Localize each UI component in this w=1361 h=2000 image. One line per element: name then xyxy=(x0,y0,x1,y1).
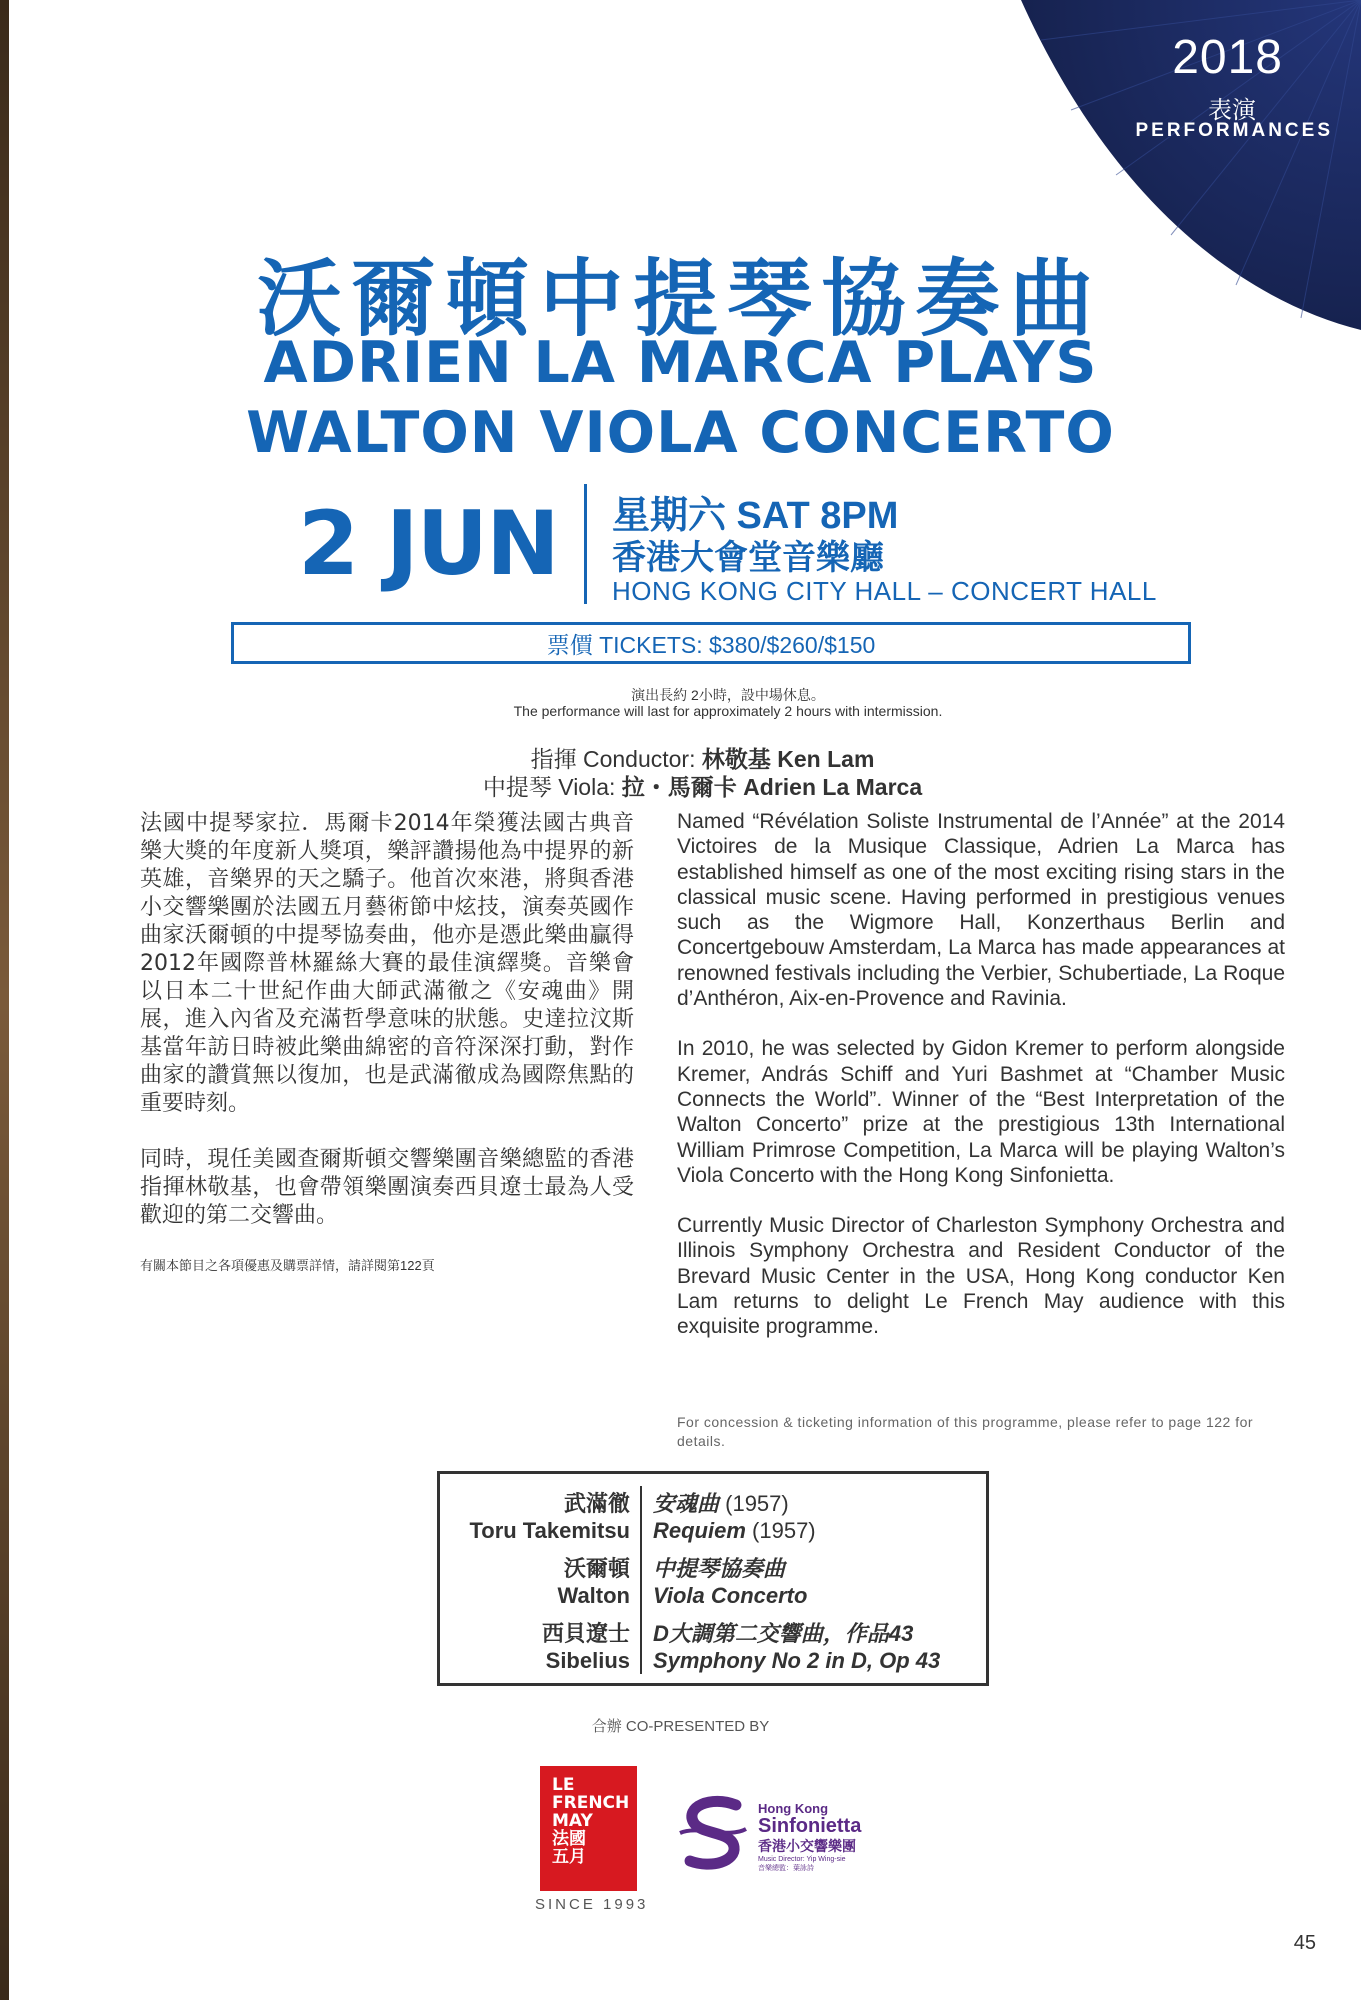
venue-zh: 香港大會堂音樂廳 xyxy=(612,539,884,577)
header-section-zh: 表演 xyxy=(1208,97,1256,124)
venue-en: HONG KONG CITY HALL – CONCERT HALL xyxy=(612,576,1157,606)
body-en-paragraph: Currently Music Director of Charleston Symphony Orchestra and Illinois Symphony Orchestra and Resident Conductor of the Brevard Music Center in the USA, Hong Kong conductor Ken Lam returns to delight Le French May audience with this exquisite programme. xyxy=(677,1214,1285,1339)
french-may-logo: LE FRENCH MAY 法國 五月 xyxy=(540,1766,637,1891)
page-number: 45 xyxy=(1293,1932,1316,1954)
programme-divider xyxy=(640,1486,642,1674)
programme-composer: 沃爾頓 Walton xyxy=(557,1556,630,1608)
ticketing-note-zh: 有關本節目之各項優惠及購票詳情，請詳閱第122頁 xyxy=(140,1258,435,1273)
body-zh xyxy=(140,810,634,1258)
programme-composer: 西貝遼士 Sibelius xyxy=(541,1621,630,1673)
body-en-paragraph: In 2010, he was selected by Gidon Kremer to perform alongside Kremer, András Schiff and Yuri Bashmet at “Chamber Music Connects the World”. Winner of the “Best Interpretation of the Walton Concerto” prize at the prestigious 13th International William Primrose Competition, La Marca will be playing Walton’s Viola Concerto with the Hong Kong Sinfonietta. xyxy=(677,1037,1285,1187)
sinfonietta-logo-mark xyxy=(676,1795,751,1875)
ticketing-note-en: For concession & ticketing information of this programme, please refer to page 122 for details. xyxy=(677,1414,1254,1449)
body-zh-paragraph: 同時，現任美國查爾斯頓交響樂團音樂總監的香港指揮林敬基，也會帶領樂團演奏西貝遼士最為人受歡迎的第二交響曲。 xyxy=(140,1147,634,1228)
programme-work: 安魂曲 (1957) Requiem (1957) xyxy=(653,1491,816,1543)
body-en-paragraph: Named “Révélation Soliste Instrumental de l’Année” at the 2014 Victoires de la Musique Classique, Adrien La Marca has established himself as one of the most exciting rising stars in the classical music scene. Having performed in prestigious venues such as the Wigmore Hall, Konzerthaus Berlin and Concertgebouw Amsterdam, La Marca has made appearances at renowned festivals including the Verbier, Schubertiade, La Roque d’Anthéron, Aix-en-Provence and Ravinia. xyxy=(677,810,1285,1011)
event-day-time: 星期六 SAT 8PM xyxy=(612,495,899,537)
body-zh-paragraph: 法國中提琴家拉．馬爾卡2014年榮獲法國古典音樂大獎的年度新人獎項，樂評讚揚他為中提界的新英雄，音樂界的天之驕子。他首次來港，將與香港小交響樂團於法國五月藝術節中炫技，演奏英國作曲家沃爾頓的中提琴協奏曲，他亦是憑此樂曲贏得2012年國際普林羅絲大賽的最佳演繹獎。音樂會以日本二十世紀作曲大師武滿徹之《安魂曲》開展，進入內省及充滿哲學意味的狀態。史達拉汶斯基當年訪日時被此樂曲綿密的音符深深打動，對作曲家的讚賞無以復加，也是武滿徹成為國際焦點的重要時刻。 xyxy=(140,811,634,1116)
title-en-line1: ADRIEN LA MARCA PLAYS xyxy=(263,330,1098,396)
co-presented-by: 合辦 CO-PRESENTED BY xyxy=(591,1718,770,1735)
header-year: 2018 xyxy=(1172,31,1283,84)
programme-composer: 武滿徹 Toru Takemitsu xyxy=(469,1491,630,1543)
ticket-prices: 票價 TICKETS: $380/$260/$150 xyxy=(231,622,1191,664)
body-en xyxy=(677,809,1285,1365)
programme-work: 中提琴協奏曲 Viola Concerto xyxy=(653,1556,808,1608)
duration-en: The performance will last for approximately 2 hours with intermission. xyxy=(513,703,943,719)
programme-work: D大調第二交響曲，作品43 Symphony No 2 in D, Op 43 xyxy=(653,1621,941,1673)
date-divider xyxy=(584,484,587,604)
header-section-en: PERFORMANCES xyxy=(1135,120,1333,141)
title-en-line2: WALTON VIOLA CONCERTO xyxy=(246,400,1115,466)
conductor-credit: 指揮 Conductor: 林敬基 Ken Lam xyxy=(530,746,875,772)
viola-credit: 中提琴 Viola: 拉・馬爾卡 Adrien La Marca xyxy=(482,774,923,800)
french-may-since: SINCE 1993 xyxy=(535,1896,649,1913)
sinfonietta-logo-text: Hong Kong Sinfonietta 香港小交響樂團 Music Director: Yip Wing-sie 音樂總監：葉詠詩 xyxy=(758,1801,862,1872)
duration-zh: 演出長約 2小時，設中場休息。 xyxy=(631,687,825,703)
title-zh: 沃爾頓中提琴協奏曲 xyxy=(257,250,1104,348)
event-date: 2 JUN xyxy=(298,492,558,595)
